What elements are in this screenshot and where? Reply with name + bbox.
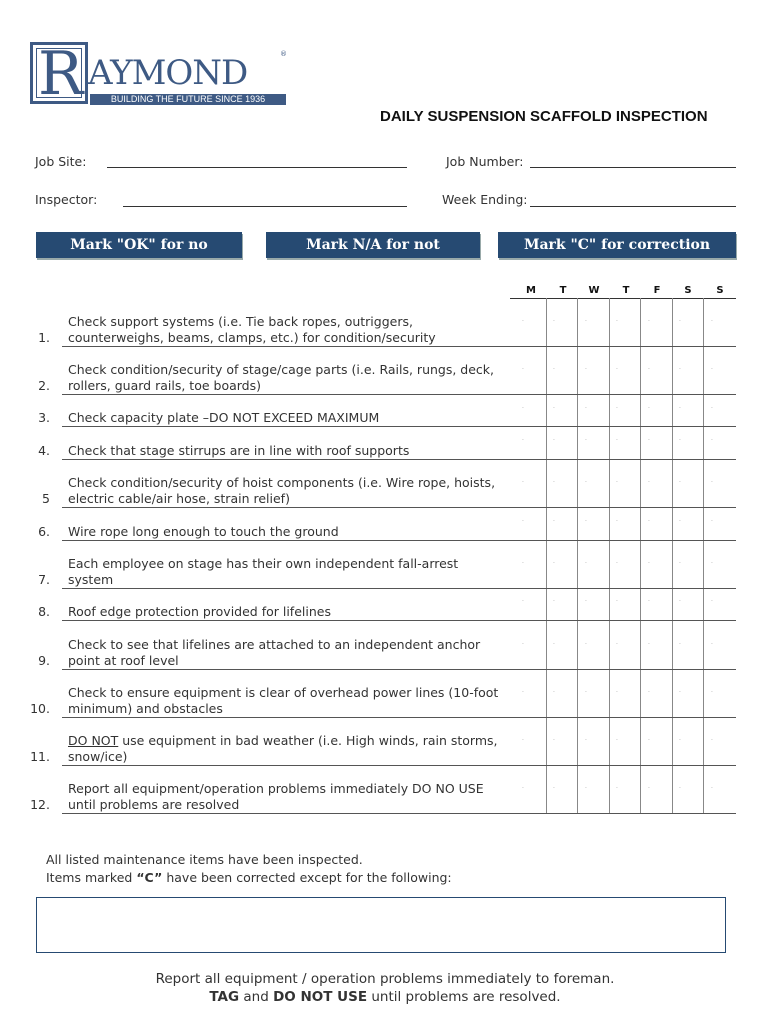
- day-check-cell[interactable]: ·: [553, 641, 555, 648]
- day-check-cell[interactable]: ·: [679, 479, 681, 486]
- item-text: Check condition/security of hoist components (i.e. Wire rope, hoists, electric cable/air hose, strain relief): [68, 475, 496, 506]
- day-check-cell[interactable]: ·: [585, 560, 587, 567]
- week-ending-label: Week Ending:: [442, 192, 528, 207]
- footer-do-not-use: DO NOT USE: [273, 989, 368, 1005]
- day-check-cell[interactable]: ·: [616, 405, 618, 412]
- day-check-cell[interactable]: ·: [648, 737, 650, 744]
- day-check-cell[interactable]: ·: [679, 641, 681, 648]
- column-divider: [640, 298, 641, 813]
- day-header-thu: T: [622, 285, 630, 296]
- item-text: Check support systems (i.e. Tie back ropes, outriggers, counterweighs, beams, clamps, etc.) for condition/security: [68, 314, 436, 345]
- day-check-cell[interactable]: ·: [648, 479, 650, 486]
- item-text: Check to see that lifelines are attached to an independent anchor point at roof level: [68, 637, 481, 668]
- item-number: 9.: [38, 653, 50, 668]
- statement-text: have been corrected except for the following:: [162, 870, 452, 885]
- day-check-cell[interactable]: ·: [522, 405, 524, 412]
- item-number: 4.: [38, 443, 50, 458]
- column-divider: [577, 298, 578, 813]
- job-number-field[interactable]: [530, 167, 736, 168]
- item-text: Report all equipment/operation problems immediately DO NO USE until problems are resolved: [68, 781, 484, 812]
- day-check-cell[interactable]: ·: [648, 366, 650, 373]
- logo-tagline: BUILDING THE FUTURE SINCE 1936: [90, 94, 286, 105]
- day-check-cell[interactable]: ·: [648, 689, 650, 696]
- column-divider: [703, 298, 704, 813]
- day-check-cell[interactable]: ·: [522, 437, 524, 444]
- day-header-sat: S: [684, 285, 692, 296]
- item-text: Each employee on stage has their own independent fall-arrest system: [68, 556, 459, 587]
- column-divider: [546, 298, 547, 813]
- item-text: Roof edge protection provided for lifelines: [68, 604, 331, 619]
- item-text: Wire rope long enough to touch the ground: [68, 524, 339, 539]
- statement-line-2: [46, 870, 452, 885]
- item-number: 8.: [38, 604, 50, 619]
- banner-ok: Mark "OK" for no correction: [36, 232, 242, 258]
- day-check-cell[interactable]: ·: [522, 737, 524, 744]
- day-check-cell[interactable]: ·: [553, 405, 555, 412]
- item-rule: [62, 765, 736, 766]
- item-text: [68, 733, 508, 765]
- item-number: 1.: [38, 330, 50, 345]
- footer-tag: TAG: [209, 989, 240, 1005]
- item-rule: [62, 346, 736, 347]
- day-check-cell[interactable]: ·: [616, 785, 618, 792]
- item-rule: [62, 717, 736, 718]
- item-number: 10.: [30, 701, 50, 716]
- statement-c-mark: “C”: [136, 870, 163, 885]
- day-check-cell[interactable]: ·: [648, 598, 650, 605]
- day-header-mon: M: [526, 285, 536, 296]
- day-check-cell[interactable]: ·: [648, 318, 650, 325]
- item-rule: [62, 540, 736, 541]
- day-check-cell[interactable]: ·: [679, 318, 681, 325]
- day-check-cell[interactable]: ·: [711, 689, 713, 696]
- exceptions-notes-box[interactable]: [36, 897, 726, 953]
- day-check-cell[interactable]: ·: [679, 405, 681, 412]
- item-text: Check that stage stirrups are in line with roof supports: [68, 443, 410, 458]
- item-number: 3.: [38, 410, 50, 425]
- day-check-cell[interactable]: ·: [679, 366, 681, 373]
- item-number: 12.: [30, 797, 50, 812]
- day-check-cell[interactable]: ·: [616, 366, 618, 373]
- day-check-cell[interactable]: ·: [585, 598, 587, 605]
- day-check-cell[interactable]: ·: [522, 560, 524, 567]
- day-check-cell[interactable]: ·: [522, 318, 524, 325]
- day-check-cell[interactable]: ·: [679, 518, 681, 525]
- day-check-cell[interactable]: ·: [553, 318, 555, 325]
- day-check-cell[interactable]: ·: [522, 479, 524, 486]
- day-check-cell[interactable]: ·: [585, 785, 587, 792]
- page-title: DAILY SUSPENSION SCAFFOLD INSPECTION: [380, 108, 708, 125]
- banner-na: Mark N/A for not applicable: [266, 232, 480, 258]
- day-check-cell[interactable]: ·: [553, 785, 555, 792]
- item-number: 5: [42, 491, 50, 506]
- day-check-cell[interactable]: ·: [553, 598, 555, 605]
- day-check-cell[interactable]: ·: [711, 518, 713, 525]
- day-check-cell[interactable]: ·: [648, 518, 650, 525]
- inspector-label: Inspector:: [35, 192, 98, 207]
- day-check-cell[interactable]: ·: [616, 518, 618, 525]
- day-check-cell[interactable]: ·: [585, 689, 587, 696]
- day-check-cell[interactable]: ·: [616, 318, 618, 325]
- item-text: Check condition/security of stage/cage parts (i.e. Rails, rungs, deck, rollers, guard rails, toe boards): [68, 362, 495, 393]
- day-header-tue: T: [559, 285, 567, 296]
- day-check-cell[interactable]: ·: [679, 689, 681, 696]
- job-site-field[interactable]: [107, 167, 407, 168]
- day-check-cell[interactable]: ·: [648, 641, 650, 648]
- statement-text: Items marked: [46, 870, 137, 885]
- day-check-cell[interactable]: ·: [522, 598, 524, 605]
- day-check-cell[interactable]: ·: [585, 737, 587, 744]
- day-check-cell[interactable]: ·: [711, 737, 713, 744]
- day-check-cell[interactable]: ·: [648, 785, 650, 792]
- day-check-cell[interactable]: ·: [711, 785, 713, 792]
- day-check-cell[interactable]: ·: [711, 641, 713, 648]
- day-check-cell[interactable]: ·: [711, 318, 713, 325]
- logo-registered-mark: ®: [280, 50, 287, 58]
- statement-line-1: All listed maintenance items have been inspected.: [46, 852, 363, 867]
- item-rule: [62, 507, 736, 508]
- item-text-rest: use equipment in bad weather (i.e. High winds, rain storms, snow/ice): [68, 733, 498, 764]
- day-check-cell[interactable]: ·: [679, 598, 681, 605]
- day-check-cell[interactable]: ·: [616, 737, 618, 744]
- column-divider: [672, 298, 673, 813]
- day-check-cell[interactable]: ·: [585, 479, 587, 486]
- day-check-cell[interactable]: ·: [616, 560, 618, 567]
- inspector-field[interactable]: [123, 206, 407, 207]
- day-check-cell[interactable]: ·: [585, 405, 587, 412]
- item-rule: [62, 459, 736, 460]
- day-check-cell[interactable]: ·: [553, 437, 555, 444]
- footer-line-1: Report all equipment / operation problems immediately to foreman.: [155, 971, 615, 987]
- item-rule: [62, 620, 736, 621]
- item-number: 7.: [38, 572, 50, 587]
- day-check-cell[interactable]: ·: [553, 737, 555, 744]
- day-check-cell[interactable]: ·: [616, 479, 618, 486]
- day-check-cell[interactable]: ·: [553, 689, 555, 696]
- item-rule: [62, 426, 736, 427]
- day-header-fri: F: [653, 285, 661, 296]
- day-header-wed: W: [588, 285, 600, 296]
- day-check-cell[interactable]: ·: [679, 437, 681, 444]
- day-check-cell[interactable]: ·: [648, 437, 650, 444]
- item-rule: [62, 588, 736, 589]
- day-check-cell[interactable]: ·: [711, 366, 713, 373]
- item-text: Check to ensure equipment is clear of overhead power lines (10-foot minimum) and obstacles: [68, 685, 499, 716]
- column-divider: [609, 298, 610, 813]
- day-check-cell[interactable]: ·: [522, 366, 524, 373]
- item-emphasis: DO NOT: [68, 733, 119, 748]
- day-check-cell[interactable]: ·: [522, 641, 524, 648]
- item-number: 11.: [30, 749, 50, 764]
- day-check-cell[interactable]: ·: [553, 366, 555, 373]
- job-site-label: Job Site:: [35, 154, 87, 169]
- footer-text: and: [239, 989, 274, 1005]
- day-check-cell[interactable]: ·: [553, 518, 555, 525]
- day-check-cell[interactable]: ·: [648, 405, 650, 412]
- day-check-cell[interactable]: ·: [522, 689, 524, 696]
- footer-line-2: [0, 989, 770, 1005]
- day-check-cell[interactable]: ·: [679, 737, 681, 744]
- item-text: Check capacity plate –DO NOT EXCEED MAXIMUM: [68, 410, 380, 425]
- day-check-cell[interactable]: ·: [711, 598, 713, 605]
- day-check-cell[interactable]: ·: [585, 366, 587, 373]
- day-check-cell[interactable]: ·: [616, 641, 618, 648]
- day-check-cell[interactable]: ·: [616, 437, 618, 444]
- item-number: 6.: [38, 524, 50, 539]
- day-check-cell[interactable]: ·: [679, 560, 681, 567]
- day-check-cell[interactable]: ·: [711, 437, 713, 444]
- day-check-cell[interactable]: ·: [553, 479, 555, 486]
- day-check-cell[interactable]: ·: [585, 318, 587, 325]
- footer-text: until problems are resolved.: [367, 989, 561, 1005]
- day-check-cell[interactable]: ·: [711, 479, 713, 486]
- day-check-cell[interactable]: ·: [522, 785, 524, 792]
- logo-wordmark: AYMOND: [88, 53, 248, 93]
- day-check-cell[interactable]: ·: [616, 689, 618, 696]
- week-ending-field[interactable]: [530, 206, 736, 207]
- day-check-cell[interactable]: ·: [585, 518, 587, 525]
- day-check-cell[interactable]: ·: [711, 560, 713, 567]
- day-check-cell[interactable]: ·: [585, 641, 587, 648]
- day-header-sun: S: [716, 285, 724, 296]
- day-check-cell[interactable]: ·: [711, 405, 713, 412]
- item-rule: [62, 394, 736, 395]
- day-check-cell[interactable]: ·: [522, 518, 524, 525]
- day-check-cell[interactable]: ·: [585, 437, 587, 444]
- day-check-cell[interactable]: ·: [553, 560, 555, 567]
- item-number: 2.: [38, 378, 50, 393]
- day-check-cell[interactable]: ·: [679, 785, 681, 792]
- banner-c: Mark "C" for correction needed: [498, 232, 736, 258]
- day-check-cell[interactable]: ·: [616, 598, 618, 605]
- day-check-cell[interactable]: ·: [648, 560, 650, 567]
- job-number-label: Job Number:: [446, 154, 524, 169]
- logo-initial: R: [38, 39, 84, 109]
- item-rule: [62, 669, 736, 670]
- item-rule: [62, 813, 736, 814]
